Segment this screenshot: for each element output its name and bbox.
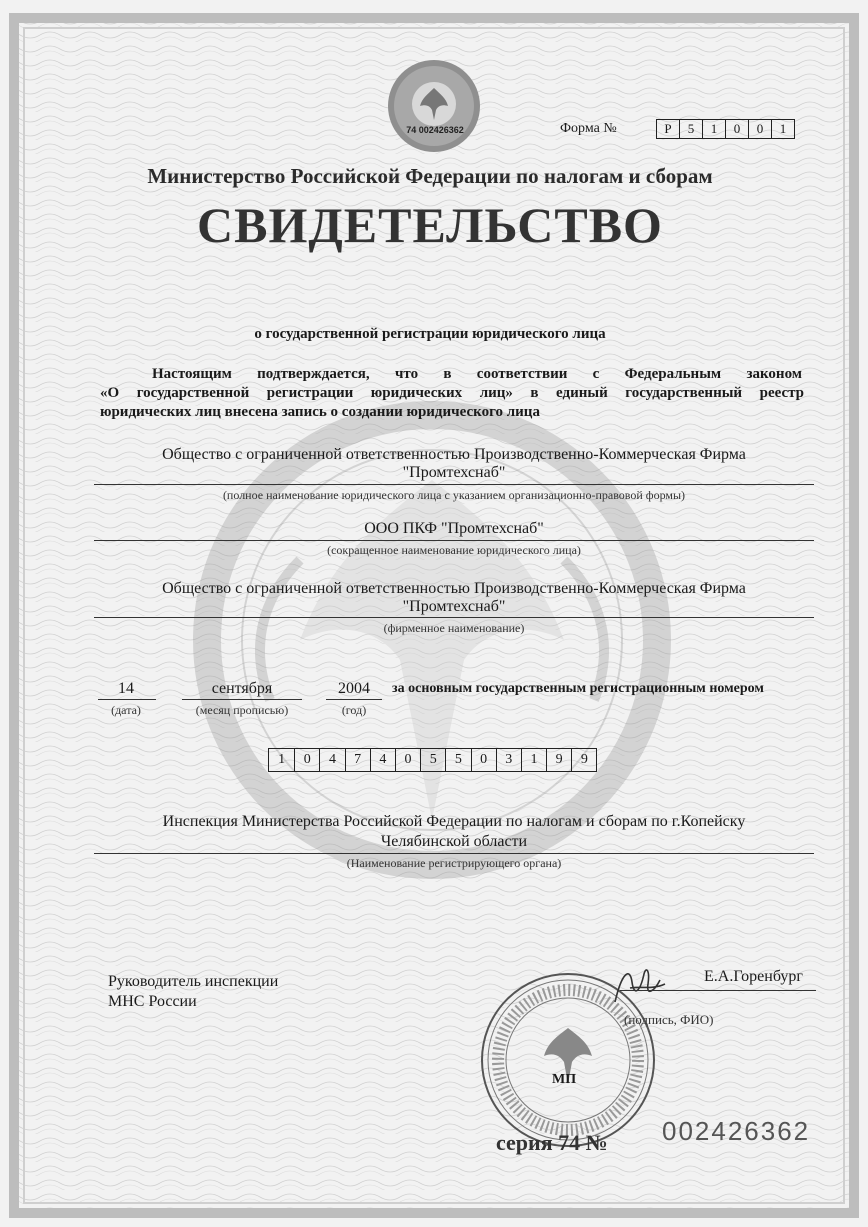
form-cell: 0	[725, 120, 748, 138]
date-day-underline	[98, 699, 156, 700]
reg-cell: 1	[278, 752, 286, 767]
date-month: сентября	[211, 680, 273, 697]
short-name-caption: (сокращенное наименование юридического лица)	[327, 543, 581, 557]
document-subtitle: о государственной регистрации юридического лица	[254, 326, 606, 342]
hologram-number: 74 002426362	[406, 125, 464, 135]
date-month-underline	[182, 699, 302, 700]
date-year-caption: (год)	[341, 703, 367, 717]
form-cell: 1	[771, 120, 794, 138]
reg-cell: 7	[345, 749, 370, 771]
authority-line-1: Инспекция Министерства Российской Федерации по налогам и сборам по г.Копейску	[162, 813, 746, 830]
short-name: ООО ПКФ "Промтехснаб"	[364, 520, 544, 537]
stamp-mp-label: МП	[552, 1072, 577, 1087]
signatory-name: Е.А.Горенбург	[704, 968, 803, 985]
form-cell: Р	[664, 121, 672, 136]
form-cell: 1	[702, 120, 725, 138]
firm-name-caption: (фирменное наименование)	[383, 621, 525, 635]
authority-caption: (Наименование регистрирующего органа)	[346, 856, 562, 870]
date-month-caption: (месяц прописью)	[195, 703, 289, 717]
reg-cell: 0	[294, 749, 319, 771]
firm-name-underline	[94, 617, 814, 618]
signatory-title-line-2: МНС России	[108, 993, 197, 1010]
form-cell: 0	[748, 120, 771, 138]
reg-cell: 5	[445, 749, 470, 771]
full-name-underline	[94, 484, 814, 485]
document-title: СВИДЕТЕЛЬСТВО	[197, 197, 663, 253]
reg-cell: 4	[319, 749, 344, 771]
form-cell: 5	[679, 120, 702, 138]
reg-cell: 4	[370, 749, 395, 771]
form-label: Форма №	[560, 121, 617, 136]
firm-name-line-1: Общество с ограниченной ответственностью Производственно-Коммерческая Фирма	[162, 580, 746, 597]
date-day-caption: (дата)	[111, 703, 141, 717]
full-name-caption: (полное наименование юридического лица с указанием организационно-правовой формы)	[222, 488, 686, 502]
full-name-line-2: "Промтехснаб"	[402, 464, 506, 481]
series-label: серия 74 №	[496, 1130, 608, 1155]
reg-cell: 3	[496, 749, 521, 771]
date-year: 2004	[338, 680, 370, 697]
date-year-underline	[326, 699, 382, 700]
reg-cell: 1	[521, 749, 546, 771]
intro-line-2: «О государственной регистрации юридических лиц» в единый государственный реестр	[100, 385, 804, 401]
signatory-title-line-1: Руководитель инспекции	[108, 973, 279, 990]
form-number-cells	[656, 119, 795, 139]
registration-number-cells	[268, 748, 597, 772]
series-number: 002426362	[662, 1116, 811, 1146]
signature-caption: (подпись, ФИО)	[624, 1012, 714, 1027]
reg-cell: 0	[395, 749, 420, 771]
full-name-line-1: Общество с ограниченной ответственностью Производственно-Коммерческая Фирма	[162, 446, 746, 463]
reg-cell: 9	[571, 749, 596, 771]
ministry-heading: Министерство Российской Федерации по налогам и сборам	[147, 164, 713, 188]
date-day: 14	[118, 680, 134, 697]
reg-cell: 9	[546, 749, 571, 771]
intro-line-3: юридических лиц внесена запись о создании юридического лица	[100, 404, 540, 420]
hologram-emblem	[386, 58, 482, 154]
firm-name-line-2: "Промтехснаб"	[402, 598, 506, 615]
registration-number-label: за основным государственным регистрационным номером	[392, 681, 764, 696]
authority-underline	[94, 853, 814, 854]
reg-cell: 5	[420, 749, 445, 771]
intro-line-1: Настоящим подтверждается, что в соответствии с Федеральным законом	[152, 366, 802, 382]
signature-underline	[620, 990, 816, 991]
handwritten-signature	[610, 962, 670, 1012]
short-name-underline	[94, 540, 814, 541]
authority-line-2: Челябинской области	[380, 833, 528, 850]
reg-cell: 0	[471, 749, 496, 771]
